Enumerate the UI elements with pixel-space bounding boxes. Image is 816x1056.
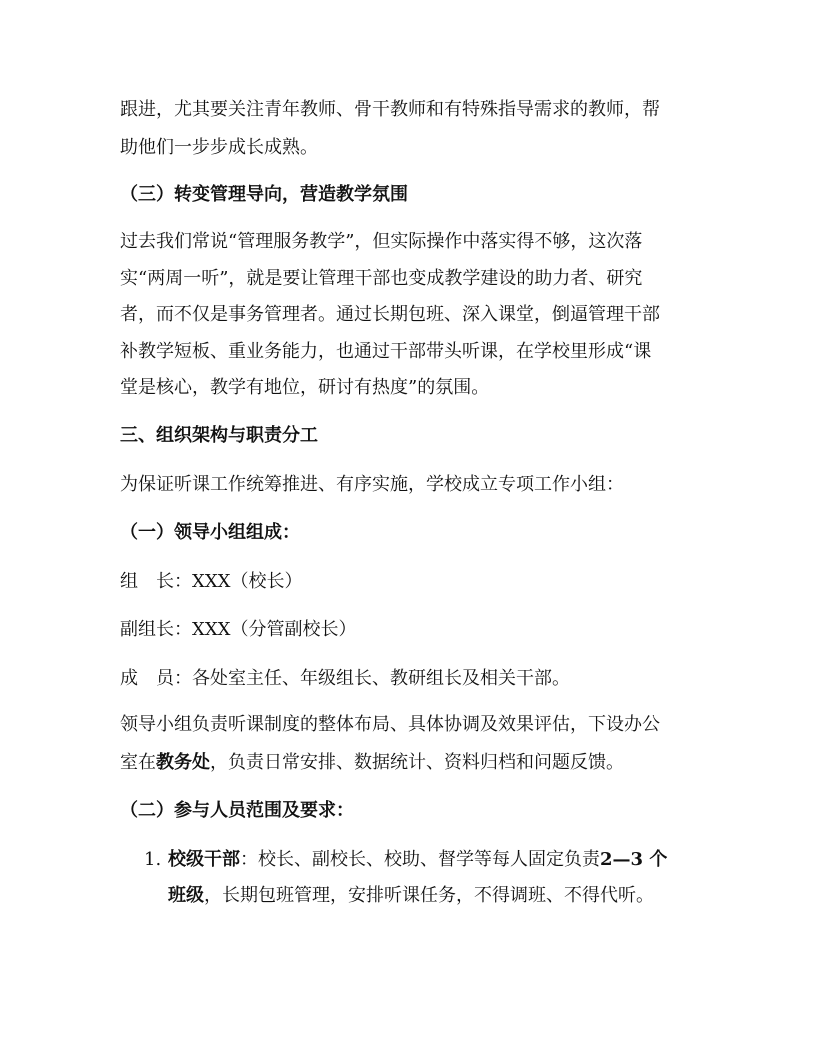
text-span: ，负责日常安排、数据统计、资料归档和问题反馈。 (210, 752, 624, 773)
paragraph-line: 助他们一步步成长成熟。 (120, 137, 318, 158)
paragraph-line: 者，而不仅是事务管理者。通过长期包班、深入课堂，倒逼管理干部 (120, 304, 660, 325)
deputy-line: 副组长：XXX（分管副校长） (120, 619, 357, 640)
paragraph-line: 跟进，尤其要关注青年教师、骨干教师和有特殊指导需求的教师，帮 (120, 99, 660, 120)
paragraph-line (120, 751, 624, 775)
intro-line: 为保证听课工作统筹推进、有序实施，学校成立专项工作小组： (120, 474, 624, 495)
list-number: 1. (144, 849, 162, 870)
list-item-line (168, 884, 654, 908)
members-line: 成 员：各处室主任、年级组长、教研组长及相关干部。 (120, 668, 570, 689)
list-item-line (168, 848, 667, 872)
paragraph-line: 补教学短板、重业务能力，也通过干部带头听课，在学校里形成“课 (120, 341, 652, 362)
text-span: 室在 (120, 752, 156, 773)
subheading-yi: （一）领导小组组成： (120, 522, 300, 543)
leader-line: 组 长：XXX（校长） (120, 571, 303, 592)
section-title: 三、组织架构与职责分工 (120, 425, 318, 446)
bold-text: 校级干部 (168, 849, 240, 870)
paragraph-line: 堂是核心，教学有地位，研讨有热度”的氛围。 (120, 377, 490, 398)
paragraph-line: 过去我们常说“管理服务教学”，但实际操作中落实得不够，这次落 (120, 231, 643, 252)
bold-text: 教务处 (156, 752, 210, 773)
subheading-er: （二）参与人员范围及要求： (120, 800, 354, 821)
paragraph-line: 实“两周一听”，就是要让管理干部也变成教学建设的助力者、研究 (120, 268, 643, 289)
bold-text: 班级 (168, 885, 204, 906)
text-span: ，长期包班管理，安排听课任务，不得调班、不得代听。 (204, 885, 654, 906)
bold-text: 2—3 个 (600, 849, 668, 870)
paragraph-line: 领导小组负责听课制度的整体布局、具体协调及效果评估，下设办公 (120, 714, 660, 735)
text-span: ：校长、副校长、校助、督学等每人固定负责 (240, 849, 600, 870)
subheading-san: （三）转变管理导向，营造教学氛围 (120, 184, 408, 205)
